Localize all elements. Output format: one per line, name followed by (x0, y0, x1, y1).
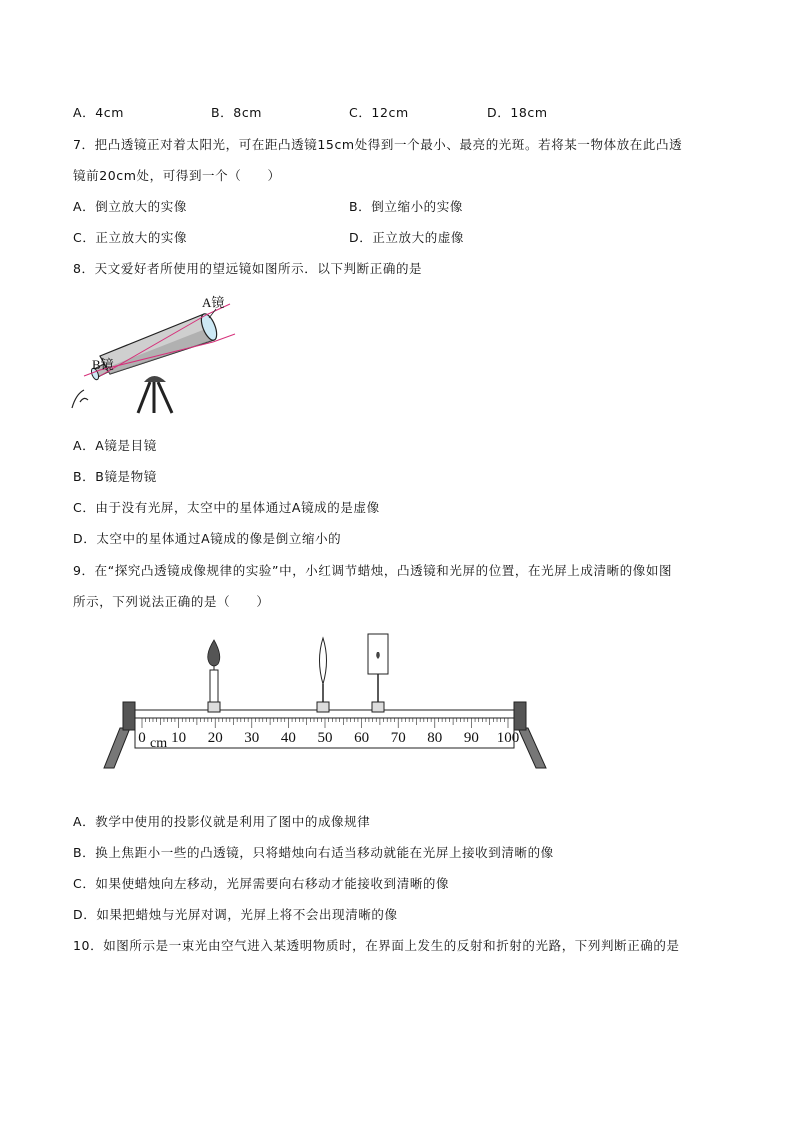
tripod (138, 382, 172, 413)
light-screen (368, 634, 388, 712)
q7-stem-line1: 7．把凸透镜正对着太阳光，可在距凸透镜15cm处得到一个最小、最亮的光斑。若将某一物体放在此凸透 (73, 137, 683, 152)
observer-eye (72, 390, 88, 408)
q6-option-c: C．12cm (349, 105, 409, 120)
ruler-tick-label: 60 (354, 730, 370, 746)
right-end-block (514, 702, 526, 730)
q7-option-c: C．正立放大的实像 (73, 230, 188, 245)
ruler-tick-label: 10 (171, 730, 187, 746)
convex-lens (317, 638, 329, 712)
q8-option-c: C．由于没有光屏，太空中的星体通过A镜成的是虚像 (73, 500, 380, 515)
q6-option-d: D．18cm (487, 105, 548, 120)
ruler-tick-label: 20 (207, 730, 223, 746)
q8-option-d: D．太空中的星体通过A镜成的像是倒立缩小的 (73, 531, 342, 546)
optical-bench-figure (100, 630, 550, 770)
q9-option-a: A．教学中使用的投影仪就是利用了图中的成像规律 (73, 814, 371, 829)
q7-option-d: D．正立放大的虚像 (349, 230, 465, 245)
q8-stem: 8．天文爱好者所使用的望远镜如图所示．以下判断正确的是 (73, 261, 423, 276)
q8-option-a: A．A镜是目镜 (73, 438, 157, 453)
q9-stem-line2: 所示，下列说法正确的是（ ） (73, 594, 270, 609)
ruler-tick-label: 90 (463, 730, 479, 746)
ruler-tick-label: 100 (496, 730, 520, 746)
telescope-figure (70, 290, 250, 416)
label-b: B镜 (92, 357, 114, 372)
q9-stem-line1: 9．在“探究凸透镜成像规律的实验”中，小红调节蜡烛，凸透镜和光屏的位置，在光屏上成清晰的像如图 (73, 563, 673, 578)
candle (208, 640, 220, 712)
q7-option-b: B．倒立缩小的实像 (349, 199, 463, 214)
ruler-tick-label: 50 (317, 730, 333, 746)
q7-stem-line2: 镜前20cm处，可得到一个（ ） (73, 168, 281, 183)
q10-stem: 10．如图所示是一束光由空气进入某透明物质时，在界面上发生的反射和折射的光路，下列判断正确的是 (73, 938, 680, 953)
label-a: A镜 (202, 295, 225, 310)
ruler-tick-label: 40 (280, 730, 296, 746)
ruler-tick-label: 70 (390, 730, 406, 746)
q6-option-b: B．8cm (211, 105, 263, 120)
ruler-unit: cm (150, 736, 168, 751)
q9-option-d: D．如果把蜡烛与光屏对调，光屏上将不会出现清晰的像 (73, 907, 398, 922)
q7-option-a: A．倒立放大的实像 (73, 199, 187, 214)
ruler-tick-label: 80 (427, 730, 443, 746)
left-end-block (123, 702, 135, 730)
q9-option-b: B．换上焦距小一些的凸透镜，只将蜡烛向右适当移动就能在光屏上接收到清晰的像 (73, 845, 554, 860)
ruler-tick-label: 30 (244, 730, 260, 746)
left-leg (104, 728, 130, 768)
right-leg (518, 728, 546, 768)
q8-option-b: B．B镜是物镜 (73, 469, 157, 484)
q9-option-c: C．如果使蜡烛向左移动，光屏需要向右移动才能接收到清晰的像 (73, 876, 450, 891)
ruler-tick-label: 0 (138, 730, 146, 746)
q6-option-a: A．4cm (73, 105, 125, 120)
tripod-head (144, 376, 166, 382)
